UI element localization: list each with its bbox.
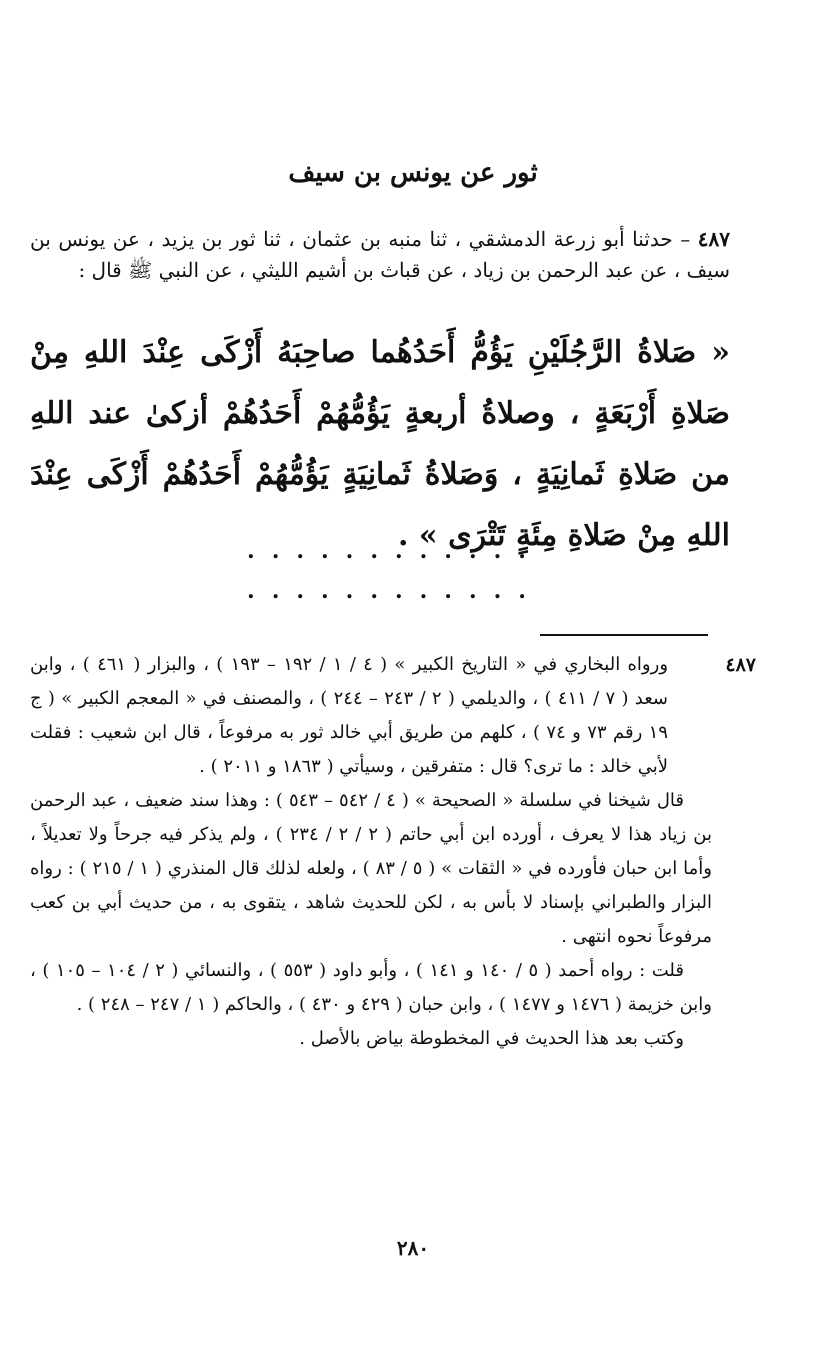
footnote-paragraph bbox=[30, 648, 756, 784]
ellipsis-line: ............ bbox=[247, 578, 543, 604]
footnote-number: ٤٨٧ bbox=[725, 654, 756, 676]
ellipsis-line: ............ bbox=[247, 538, 543, 564]
footnote-paragraph: قلت : رواه أحمد ( ٥ / ١٤٠ و ١٤١ ) ، وأبو داود ( ٥٥٣ ) ، والنسائي ( ٢ / ١٠٤ – ١٠٥ ) ، وابن خزيمة ( ١٤٧٦ و ١٤٧٧ ) ، وابن حبان ( ٤٢٩ و ٤٣٠ ) ، والحاكم ( ١ / ٢٤٧ – ٢٤٨ ) . bbox=[30, 960, 712, 1015]
section-heading: ثور عن يونس بن سيف bbox=[288, 158, 538, 188]
footnote-text: ورواه البخاري في « التاريخ الكبير » ( ٤ / ١ / ١٩٢ – ١٩٣ ) ، والبزار ( ٤٦١ ) ، وابن سعد ( ٧ / ٤١١ ) ، والديلمي ( ٢ / ٢٤٣ – ٢٤٤ ) ، والمصنف في « المعجم الكبير » ( ج ١٩ رقم ٧٣ و ٧٤ ) ، كلهم من طريق أبي خالد ثور به مرفوعاً ، قال ابن شعيب : فقلت لأبي خالد : ما ترى؟ قال : متفرقين ، وسيأتي ( ١٨٦٣ و ٢٠١١ ) . bbox=[30, 654, 669, 777]
hadith-number-dash: – bbox=[672, 227, 691, 251]
footnotes bbox=[30, 648, 756, 1056]
hadith-text: « صَلاةُ الرَّجُلَيْنِ يَؤُمُّ أَحَدُهُما صاحِبَهُ أَزْكَى عِنْدَ اللهِ مِنْ صَلاةِ أَرْبَعَةٍ ، وصلاةُ أربعةٍ يَؤُمُّهُمْ أَحَدُهُمْ أزكىٰ عند اللهِ من صَلاةِ ثَمانِيَةٍ ، وَصَلاةُ ثَمانِيَةٍ يَؤُمُّهُمْ أَحَدُهُمْ أَزْكَى عِنْدَ اللهِ مِنْ صَلاةِ مِئَةٍ تَتْرَى » . bbox=[30, 335, 730, 553]
footnote-paragraph: قال شيخنا في سلسلة « الصحيحة » ( ٤ / ٥٤٢ – ٥٤٣ ) : وهذا سند ضعيف ، عبد الرحمن بن زياد هذا لا يعرف ، أورده ابن أبي حاتم ( ٢ / ٢ / ٢٣٤ ) ، ولم يذكر فيه جرحاً ولا تعديلاً ، وأما ابن حبان فأورده في « الثقات » ( ٥ / ٨٣ ) ، ولعله لذلك قال المنذري ( ١ / ٢١٥ ) : رواه البزار والطبراني بإسناد لا بأس به ، لكن للحديث شاهد ، يتقوى به ، من حديث أبي بن كعب مرفوعاً نحوه انتهى . bbox=[30, 790, 712, 947]
hadith-number: ٤٨٧ bbox=[697, 227, 731, 251]
footnote-paragraph: وكتب بعد هذا الحديث في المخطوطة بياض بالأصل . bbox=[299, 1028, 684, 1049]
footnote-divider bbox=[540, 634, 708, 636]
page-number: ٢٨٠ bbox=[396, 1236, 430, 1260]
hadith-chain-text: حدثنا أبو زرعة الدمشقي ، ثنا منبه بن عثمان ، ثنا ثور بن يزيد ، عن يونس بن سيف ، عن عبد الرحمن بن زياد ، عن قباث بن أشيم الليثي ، عن النبي ﷺ قال : bbox=[30, 227, 730, 282]
hadith-isnad bbox=[30, 224, 730, 286]
